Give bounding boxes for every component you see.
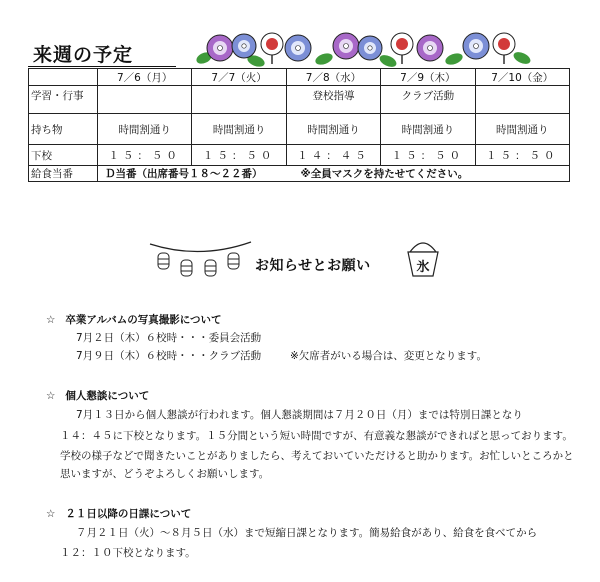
event-row [29, 86, 570, 114]
lunch-duty: Ｄ当番（出席番号１８～２２番） [105, 168, 263, 180]
items-cell: 時間割通り [286, 114, 380, 145]
body-line: １２：１０下校となります。 [60, 547, 196, 559]
fan-1 [261, 33, 283, 64]
event-cell: クラブ活動 [381, 86, 475, 114]
body-line: 学校の様子などで聞きたいことがありましたら、考えておいていただけると助かります。お忙しいところかと [60, 450, 574, 462]
schedule-title: 来週の予定 [33, 44, 134, 66]
dismissal-cell: １４：４５ [286, 145, 380, 166]
lunch-cell [98, 166, 570, 182]
corner-cell [29, 69, 98, 86]
dismissal-cell: １５：５０ [98, 145, 192, 166]
date-cell: 7／7（火） [192, 69, 286, 86]
body-line: 7月２日（木）６校時・・・委員会活動 [76, 332, 262, 344]
star-bullet-icon: ☆ [46, 390, 56, 402]
event-cell [475, 86, 569, 114]
dismissal-cell: １５：５０ [381, 145, 475, 166]
section-title [46, 388, 149, 403]
body-line: １４：４５に下校となります。１５分間という短い時間ですが、有意義な懇談ができればと思っております。 [60, 430, 573, 442]
row-label: 給食当番 [29, 166, 98, 182]
date-cell: 7／6（月） [98, 69, 192, 86]
row-label: 持ち物 [29, 114, 98, 145]
section-title-text: ２１日以降の日課について [65, 508, 192, 520]
date-cell: 7／10（金） [475, 69, 569, 86]
shaved-ice-icon [404, 234, 442, 280]
row-label: 下校 [29, 145, 98, 166]
lunch-row [29, 166, 570, 182]
section-title [46, 312, 222, 327]
body-line: 7月１３日から個人懇談が行われます。個人懇談期間は７月２０日（月）までは特別日課となり [76, 409, 523, 421]
flower-3 [285, 35, 311, 61]
items-cell: 時間割通り [475, 114, 569, 145]
schedule-table [28, 68, 570, 182]
ice-char: 氷 [416, 260, 430, 275]
dismissal-cell: １５：５０ [192, 145, 286, 166]
morning-glory-decoration-icon [196, 28, 532, 68]
shaved-ice-graphic [404, 234, 442, 280]
section-title-text: 卒業アルバムの写真撮影について [65, 314, 222, 326]
body-line: 思いますが、どうぞよろしくお願いします。 [60, 468, 270, 480]
flower-6 [417, 35, 443, 61]
event-cell [98, 86, 192, 114]
flower-5 [358, 36, 382, 60]
dismissal-cell: １５：５０ [475, 145, 569, 166]
body-line: 7月９日（木）６校時・・・クラブ活動 [76, 350, 262, 362]
flower-2 [232, 34, 256, 58]
flower-7 [463, 33, 489, 59]
star-bullet-icon: ☆ [46, 508, 56, 520]
star-bullet-icon: ☆ [46, 314, 56, 326]
absence-note: ※欠席者がいる場合は、変更となります。 [290, 350, 487, 362]
mask-note: ※全員マスクを持たせてください。 [300, 168, 469, 180]
title-underline [28, 66, 176, 67]
row-label: 学習・行事 [29, 86, 98, 114]
flower-1 [207, 35, 233, 61]
items-cell: 時間割通り [98, 114, 192, 145]
dismissal-row [29, 145, 570, 166]
event-cell [192, 86, 286, 114]
date-cell: 7／9（木） [381, 69, 475, 86]
date-row [29, 69, 570, 86]
section-title [46, 506, 191, 521]
items-cell: 時間割通り [192, 114, 286, 145]
date-cell: 7／8（水） [286, 69, 380, 86]
items-row [29, 114, 570, 145]
fan-2 [391, 33, 413, 64]
fan-3 [493, 33, 515, 64]
items-cell: 時間割通り [381, 114, 475, 145]
section-title-text: 個人懇談について [65, 390, 150, 402]
lantern-garland-icon [148, 238, 253, 294]
notice-banner: お知らせとお願い [255, 258, 371, 274]
body-line: ７月２１日（火）～８月５日（水）まで短縮日課となります。簡易給食があり、給食を食べてから [76, 527, 538, 539]
event-cell: 登校指導 [286, 86, 380, 114]
flower-4 [333, 33, 359, 59]
